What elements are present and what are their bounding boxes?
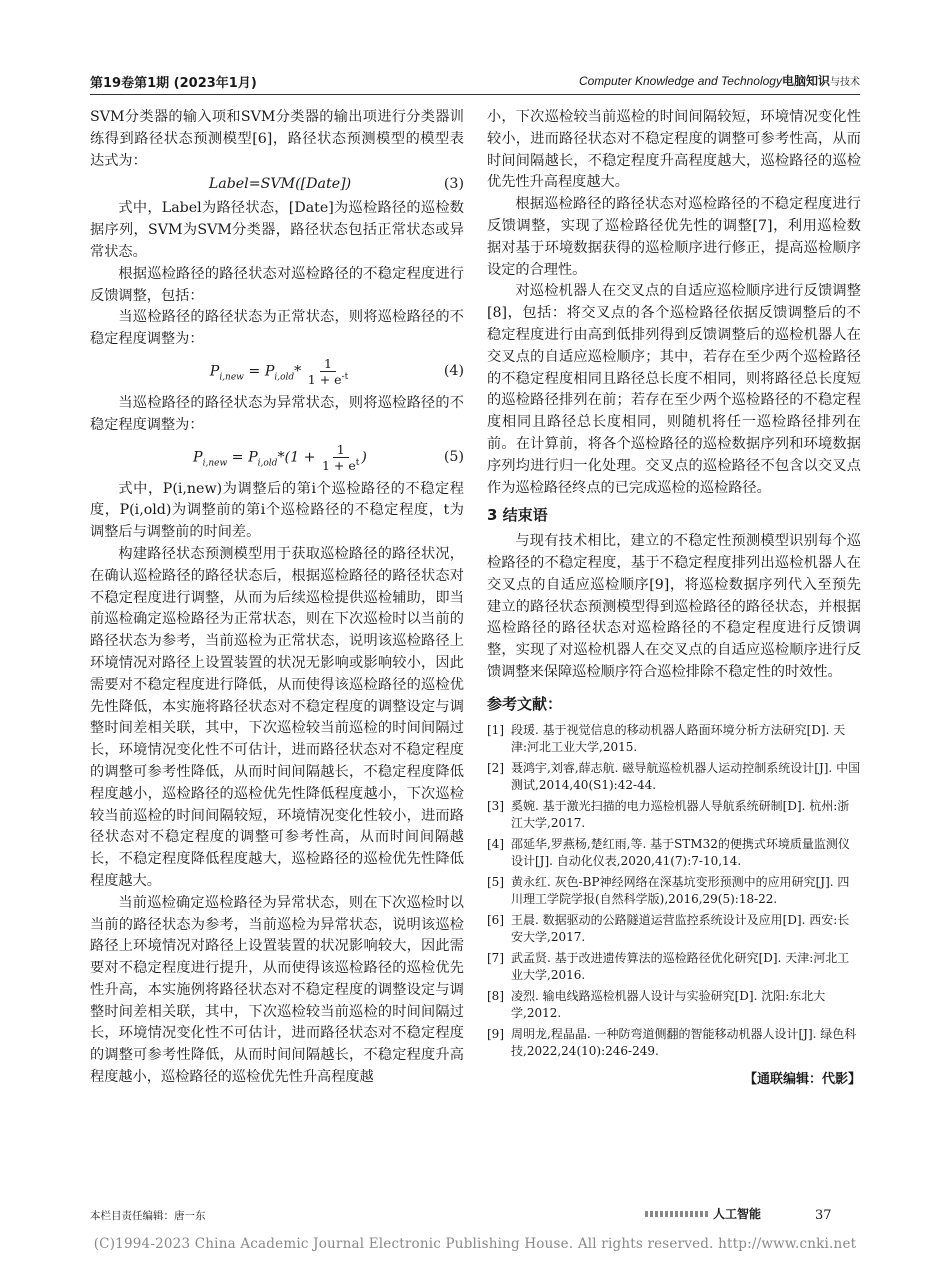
editor-note: 【通联编辑：代影】 [743,1071,861,1087]
section-title: 3 结束语 [487,506,548,525]
fraction: $\frac{1}{1 + e^t}$ [322,442,360,474]
formula-3 [90,174,464,196]
reference-item: [7] 武孟贤. 基于改进遗传算法的巡检路径优化研究[D]. 天津:河北工业大学,2016. [487,950,850,983]
references-list [487,722,861,1061]
paragraph: 式中，Label为路径状态，[Date]为巡检路径的巡检数据序列，SVM为SVM分类器，路径状态包括正常状态或异常状态。 [90,200,464,260]
paragraph: 根据巡检路径的路径状态对巡检路径的不稳定程度进行反馈调整，实现了巡检路径优先性的调整[7]，利用巡检数据对基于环境数据获得的巡检顺序进行修正，提高巡检顺序设定的合理性。 [487,196,861,278]
journal-name-cn: 电脑知识 [781,74,830,88]
paragraph: 对巡检机器人在交叉点的自适应巡检顺序进行反馈调整[8]，包括：将交叉点的各个巡检路径依据反馈调整后的不稳定程度进行由高到低排列得到反馈调整后的巡检机器人在交叉点的自适应巡检顺序；其中，若存在至少两个巡检路径的不稳定程度相同且路径总长度不相同，则将路径总长度短的巡检路径排列在前；若存在至少两个巡检路径的不稳定程度相同且路径总长度相同，则随机将任一巡检路径排列在前。在计算前，将各个巡检路径的巡检数据序列和环境数据序列均进行归一化处理。交叉点的巡检路径不包含以交叉点作为巡检路径终点的已完成巡检的巡检路径。 [487,283,861,496]
copyright-watermark: (C)1994-2023 China Academic Journal Electronic Publishing House. All rights reserved. http://www.cnki.net [93,1236,857,1252]
journal-name-en: Computer Knowledge and Technology [578,74,782,88]
formula-4 [90,353,464,391]
formula-number: (3) [443,176,464,193]
left-column [90,107,464,1089]
paragraph: 与现有技术相比，建立的不稳定性预测模型识别每个巡检路径的不稳定程度，基于不稳定程度排列出巡检机器人在交叉点的自适应巡检顺序[9]，将巡检数据序列代入至预先建立的路径状态预测模型得到巡检路径的路径状态，并根据巡检路径的路径状态对巡检路径的不稳定程度进行反馈调整，实现了对巡检机器人在交叉点的自适应巡检顺序进行反馈调整来保障巡检顺序符合巡检排除不稳定性的时效性。 [487,533,861,680]
paragraph: 式中，P(i,new)为调整后的第i个巡检路径的不稳定程度，P(i,old)为调整前的第i个巡检路径的不稳定程度，t为调整后与调整前的时间差。 [90,480,464,541]
paragraph: SVM分类器的输入项和SVM分类器的输出项进行分类器训练得到路径状态预测模型[6]，路径状态预测模型的模型表达式为： [90,109,464,169]
formula-expression: $P_{i,new} = P_{i,old}*(1$ + $\frac{1}{1 + e^t}$ ) [193,442,367,474]
section-label [645,1205,761,1222]
reference-item: [5] 黄永红. 灰色-BP神经网络在深基坑变形预测中的应用研究[J]. 四川理工学院学报(自然科学版),2016,29(5):18-22. [487,874,850,907]
journal-issue: 第19卷第1期 (2023年1月) [90,76,257,91]
formula-number: (5) [443,448,464,465]
column-editor: 本栏目责任编辑：唐一东 [90,1210,206,1222]
reference-item: [9] 周明龙,程晶晶. 一种防弯道侧翻的智能移动机器人设计[J]. 绿色科技,2022,24(10):246-249. [487,1026,857,1059]
header-rule [90,94,860,95]
reference-item: [6] 王晨. 数据驱动的公路隧道运营监控系统设计及应用[D]. 西安:长安大学,2017. [487,912,850,945]
fraction: $\frac{1}{1 + e^{-t}}$ [307,356,349,388]
paragraph: 构建路径状态预测模型用于获取巡检路径的路径状况，在确认巡检路径的路径状态后，根据巡检路径的路径状态对不稳定程度进行调整，从而为后续巡检提供巡检辅助，即当前巡检确定巡检路径为正常状态，则在下次巡检时以当前的路径状态为参考，当前巡检为正常状态，说明该巡检路径上环境情况对路径上设置装置的状况无影响或影响较小，因此需要对不稳定程度进行降低，从而使得该巡检路径的巡检优先性降低，本实施将路径状态对不稳定程度的调整设定与调整时间差相关联，其中，下次巡检较当前巡检的时间间隔过长，环境情况变化性不可估计，进而路径状态对不稳定程度的调整可参考性降低，从而时间间隔越长，不稳定程度降低程度越小，巡检路径的巡检优先性降低程度越小，下次巡检较当前巡检的时间间隔较短，环境情况变化性较小，进而路径状态对不稳定程度的调整可参考性高，从而时间间隔越长，不稳定程度降低程度越大，巡检路径的巡检优先性降低程度越大。 [90,545,464,889]
reference-item: [2] 聂鸿宇,刘睿,薛志航. 磁导航巡检机器人运动控制系统设计[J]. 中国测试,2014,40(S1):42-44. [487,760,861,793]
reference-item: [3] 奚婉. 基于激光扫描的电力巡检机器人导航系统研制[D]. 杭州:浙江大学,2017. [487,798,850,831]
section-label-text: 人工智能 [713,1207,762,1221]
references-title: 参考文献： [487,694,563,713]
page-number: 37 [815,1208,832,1223]
reference-item: [8] 凌烈. 输电线路巡检机器人设计与实验研究[D]. 沈阳:东北大学,2012. [487,988,826,1021]
right-column [487,107,861,1090]
reference-item: [4] 邵延华,罗燕杨,楚红雨,等. 基于STM32的便携式环境质量监测仪设计[J]. 自动化仪表,2020,41(7):7-10,14. [487,836,850,869]
formula-5 [90,439,464,477]
formula-expression: $P_{i,new} = P_{i,old}*$ $\frac{1}{1 + e^{-t}}$ [209,356,349,388]
paragraph: 根据巡检路径的路径状态对巡检路径的不稳定程度进行反馈调整，包括： [90,265,464,304]
paragraph: 当前巡检确定巡检路径为异常状态，则在下次巡检时以当前的路径状态为参考，当前巡检为异常状态，说明该巡检路径上环境情况对路径上设置装置的状况影响较大，因此需要对不稳定程度进行提升，从而使得该巡检路径的巡检优先性升高，本实施例将路径状态对不稳定程度的调整设定与调整时间差相关联，其中，下次巡检较当前巡检的时间间隔过长，环境情况变化性不可估计，进而路径状态对不稳定程度的调整可参考性降低，从而时间间隔越长，不稳定程度升高程度越小，巡检路径的巡检优先性升高程度越 [90,894,464,1086]
formula-expression: Label=SVM([Date]) [208,176,352,193]
paragraph: 小，下次巡检较当前巡检的时间间隔较短，环境情况变化性较小，进而路径状态对不稳定程度的调整可参考性高，从而时间间隔越长，不稳定程度升高程度越大，巡检路径的巡检优先性升高程度越大。 [487,109,861,191]
reference-item: [1] 段瑗. 基于视觉信息的移动机器人路面环境分析方法研究[D]. 天津:河北工业大学,2015. [487,722,846,755]
dotted-leader [645,1211,709,1217]
formula-number: (4) [443,363,464,380]
paragraph: 当巡检路径的路径状态为异常状态，则将巡检路径的不稳定程度调整为： [90,394,464,433]
paragraph: 当巡检路径的路径状态为正常状态，则将巡检路径的不稳定程度调整为： [90,309,464,348]
journal-name [579,72,860,89]
journal-name-suffix: 与技术 [830,77,860,88]
